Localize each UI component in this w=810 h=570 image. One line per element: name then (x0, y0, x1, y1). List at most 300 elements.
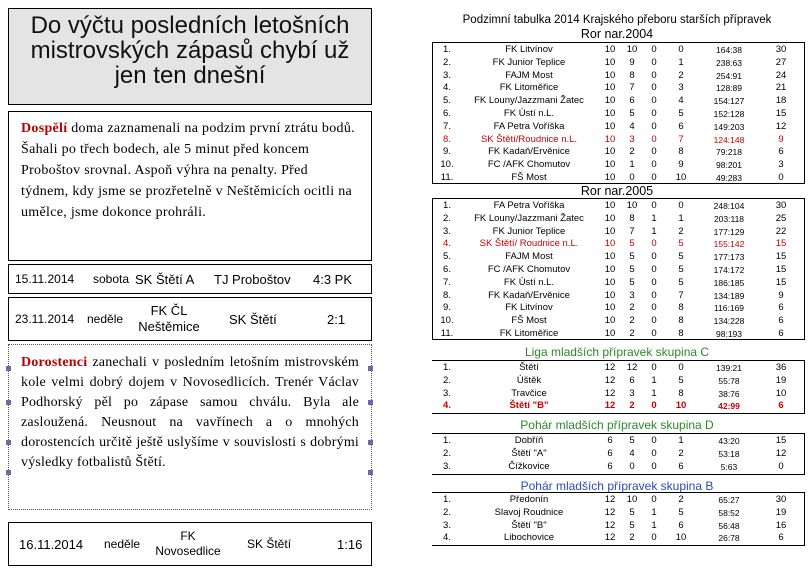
table-cell: FK Junior Teplice (492, 225, 566, 237)
table-cell: 65:27 (718, 495, 740, 505)
table-cell: 4. (443, 82, 451, 94)
table-cell: 10 (604, 315, 616, 327)
table-cell: 10 (604, 120, 616, 132)
table-cell: 4. (443, 238, 451, 250)
table-cell: FC /AFK Chomutov (487, 159, 571, 171)
table-cell: 12 (604, 374, 616, 386)
table-cell: 53:18 (718, 448, 740, 459)
headline-line: mistrovských zápasů chybí už (30, 37, 350, 64)
table-cell: 3. (443, 519, 451, 531)
table-cell: 12 (604, 519, 616, 531)
table-cell: 8 (678, 315, 684, 327)
table-cell: 5 (678, 107, 684, 119)
table-cell: 5 (629, 107, 635, 119)
table-cell: 4 (678, 95, 684, 107)
table-cell: 6 (778, 146, 784, 158)
table-cell: 7 (629, 225, 635, 237)
table-row (436, 226, 802, 239)
table-row (436, 134, 802, 147)
table-cell: 186:185 (713, 277, 745, 288)
table-cell: 6 (678, 120, 684, 132)
table-cell: 2. (443, 506, 451, 518)
article-youth (8, 344, 372, 510)
table-cell: 0 (651, 200, 657, 211)
table-cell: Předonín (509, 494, 549, 505)
table-cell: Travčice (511, 387, 547, 399)
table-cell: 5 (629, 506, 635, 518)
table-cell: 0 (651, 460, 657, 472)
table-cell: Čížkovice (508, 460, 550, 472)
table-cell: 0 (651, 133, 657, 145)
table-cell: Štětí "B" (511, 519, 547, 531)
table-cell: 3 (629, 289, 635, 301)
table-cell: 5 (678, 374, 684, 386)
table-cell: FA Petra Voříška (493, 120, 565, 132)
table-cell: 5. (443, 251, 451, 263)
table-cell: 0 (651, 251, 657, 263)
table-cell: 6 (778, 315, 784, 327)
table-cell: 0 (629, 171, 635, 183)
table-cell: 10. (440, 315, 454, 327)
table-cell: 2 (678, 225, 684, 237)
table-cell: 0 (651, 69, 657, 81)
table-cell: Dobříň (514, 435, 544, 446)
table-cell: 8. (443, 133, 451, 145)
table-cell: 10 (604, 95, 616, 107)
table-cell: 7. (443, 120, 451, 132)
table-cell: 0 (651, 276, 657, 288)
table-cell: 30 (775, 200, 787, 211)
table-cell: 2 (678, 447, 684, 459)
table-cell: 10 (675, 171, 687, 183)
table-cell: 238:63 (716, 57, 742, 68)
table-row (436, 264, 802, 277)
table-cell: 1 (678, 56, 684, 68)
table-cell: 5 (629, 238, 635, 250)
table-cell: 10 (604, 146, 616, 158)
table-cell: FA Petra Voříška (493, 200, 565, 211)
table-cell: Slavoj Roudnice (494, 506, 564, 518)
table-cell: 5. (443, 95, 451, 107)
table-cell: 11. (440, 171, 454, 183)
table-cell: 5:63 (720, 461, 738, 472)
away-team: SK Štětí (247, 537, 292, 551)
table-cell: FK Louny/Jazzmani Žatec (474, 212, 584, 224)
headline-line: jen ten dnešní (114, 62, 266, 89)
table-cell: 12 (775, 447, 787, 459)
table-row (436, 172, 802, 185)
table-cell: 10 (604, 238, 616, 250)
table-cell: Štětí "B" (509, 400, 549, 412)
table-cell: 2. (443, 56, 451, 68)
table-row (436, 121, 802, 134)
match-date: 15.11.2014 (15, 272, 75, 286)
table-cell: 42:99 (718, 401, 740, 412)
table-cell: 12 (604, 400, 616, 412)
table-cell: 9 (778, 289, 784, 301)
table-cell: 1 (629, 159, 635, 171)
table-cell: 174:172 (713, 264, 745, 275)
standings-table (436, 362, 802, 413)
table-cell: 2 (629, 315, 635, 327)
table-cell: 128:89 (716, 83, 742, 94)
table-cell: 5 (629, 276, 635, 288)
table-cell: 10 (604, 327, 616, 339)
table-cell: 0 (651, 315, 657, 327)
table-cell: 10 (604, 56, 616, 68)
table-cell: FAJM Most (505, 251, 553, 263)
article-text: zanechali v posledním letošním mistrovském kole velmi dobrý dojem v Novosedlicích. Trenér Václav Podhorský pěl po zápase samou chválu. Byla ale zasloužená. Neusnout na vavřínech a o mnohých dorostencích určitě ještě uslyšíme v souvislosti s dobrými výsledky fotbalistů Štětí. (21, 355, 359, 470)
table-cell: 3 (678, 82, 684, 94)
table-cell: 10 (604, 44, 616, 55)
table-cell: 1 (651, 387, 657, 399)
table-cell: 10 (604, 263, 616, 275)
table-cell: 8 (678, 327, 684, 339)
table-cell: 0 (651, 494, 657, 505)
table-cell: 2 (629, 302, 635, 314)
match-result-3 (8, 522, 372, 566)
table-row (436, 400, 802, 413)
table-cell: 0 (651, 95, 657, 107)
table-cell: 0 (651, 238, 657, 250)
table-cell: 12 (604, 362, 616, 373)
table-cell: FŠ Most (511, 315, 547, 327)
table-cell: 5 (678, 238, 684, 250)
table-cell: 12 (775, 120, 787, 132)
match-date: 23.11.2014 (15, 312, 75, 326)
table-cell: 24 (775, 69, 787, 81)
table-cell: FK Litvínov (505, 302, 553, 314)
table-cell: FK Litoměřice (499, 327, 559, 339)
table-cell: 2. (443, 212, 451, 224)
table-cell: 0 (651, 171, 657, 183)
table-cell: 9. (443, 146, 451, 158)
standings-table (436, 200, 802, 341)
table-cell: 79:218 (716, 147, 742, 158)
table-cell: 5 (629, 435, 635, 446)
table-cell: 7 (629, 82, 635, 94)
table-cell: 10. (440, 159, 454, 171)
decor-square (6, 400, 11, 405)
table-cell: FK Kadaň/Ervěnice (488, 289, 570, 301)
table-cell: 12 (604, 532, 616, 544)
table-cell: 5 (678, 251, 684, 263)
table-row (436, 146, 802, 159)
table-cell: FK Louny/Jazzmani Žatec (474, 95, 584, 107)
table-cell: 98:201 (716, 160, 742, 171)
table-cell: 1 (651, 212, 657, 224)
table-cell: 203:118 (713, 213, 745, 224)
match-result-1 (8, 264, 372, 294)
table-cell: 12 (626, 362, 638, 373)
table-cell: 98:193 (716, 328, 742, 339)
table-cell: 0 (778, 171, 784, 183)
table-cell: 11. (440, 327, 454, 339)
table-cell: 0 (629, 460, 635, 472)
table-cell: FC /AFK Chomutov (487, 263, 571, 275)
table-cell: 7 (678, 289, 684, 301)
table-cell: 254:91 (716, 70, 742, 81)
table-cell: Štětí "A" (511, 447, 547, 459)
section-title: Ror nar.2005 (580, 184, 654, 198)
table-cell: 19 (775, 374, 787, 386)
table-cell: 2. (443, 447, 451, 459)
table-row (436, 388, 802, 401)
table-cell: 9 (678, 159, 684, 171)
table-cell: 1 (678, 212, 684, 224)
table-cell: 5 (678, 506, 684, 518)
table-cell: 0 (651, 447, 657, 459)
table-cell: 9 (778, 133, 784, 145)
table-cell: 30 (775, 44, 787, 55)
table-cell: 2 (678, 69, 684, 81)
table-cell: 0 (678, 200, 684, 211)
table-cell: 15 (775, 435, 787, 446)
table-cell: 6 (778, 327, 784, 339)
table-cell: 149:203 (713, 121, 745, 132)
table-row (436, 108, 802, 121)
table-cell: 1. (443, 494, 451, 505)
section-title: Pohár mladších přípravek skupina B (520, 479, 714, 493)
table-row (436, 461, 802, 474)
table-cell: 0 (651, 56, 657, 68)
table-cell: FK Ústí n.L. (503, 276, 555, 288)
table-cell: 134:189 (713, 290, 745, 301)
table-cell: 8 (678, 146, 684, 158)
table-row (436, 213, 802, 226)
table-cell: 1 (651, 374, 657, 386)
table-cell: 16 (775, 519, 787, 531)
table-cell: 2 (629, 400, 635, 412)
table-cell: 8 (678, 387, 684, 399)
table-cell: 22 (775, 225, 787, 237)
table-cell: 58:52 (718, 507, 740, 518)
table-cell: FAJM Most (505, 69, 553, 81)
table-cell: 38:76 (718, 388, 740, 399)
table-cell: 10 (604, 159, 616, 171)
table-cell: 10 (675, 532, 687, 544)
table-cell: 1. (443, 362, 451, 373)
table-cell: 8. (443, 289, 451, 301)
match-day: sobota (93, 272, 130, 286)
table-cell: 9 (629, 56, 635, 68)
table-row (436, 44, 802, 57)
standings-table (436, 494, 802, 545)
table-cell: 7 (678, 133, 684, 145)
home-team: FK ČL Neštěmice (138, 303, 200, 334)
table-cell: 116:169 (713, 303, 745, 314)
article-highlight: Dospělí (21, 121, 68, 136)
match-result-2 (8, 297, 372, 341)
table-cell: FK Junior Teplice (492, 56, 566, 68)
table-cell: 3. (443, 460, 451, 472)
table-cell: 6. (443, 107, 451, 119)
table-cell: 15 (775, 238, 787, 250)
article-highlight: Dorostenci (21, 355, 88, 370)
table-cell: FK Kadaň/Ervěnice (488, 146, 570, 158)
table-cell: 0 (651, 435, 657, 446)
table-row (436, 251, 802, 264)
table-cell: 1. (443, 435, 451, 446)
match-day: neděle (87, 312, 124, 326)
table-cell: 2 (629, 327, 635, 339)
table-cell: 25 (775, 212, 787, 224)
match-score: 4:3 PK (313, 271, 353, 287)
table-cell: 6 (629, 374, 635, 386)
table-cell: 10 (675, 400, 687, 412)
table-row (436, 435, 802, 448)
table-cell: 5 (678, 276, 684, 288)
decor-square (368, 400, 373, 405)
table-cell: 56:48 (718, 520, 740, 531)
table-cell: 0 (778, 460, 784, 472)
table-cell: 0 (651, 146, 657, 158)
table-row (436, 70, 802, 83)
table-cell: 0 (651, 289, 657, 301)
table-cell: 3 (629, 133, 635, 145)
table-cell: 6 (678, 519, 684, 531)
table-cell: 21 (775, 82, 787, 94)
table-cell: 10 (604, 212, 616, 224)
table-cell: 10 (626, 494, 638, 505)
table-row (436, 302, 802, 315)
table-cell: 0 (651, 263, 657, 275)
match-score: 1:16 (337, 536, 363, 552)
table-cell: 177:129 (713, 226, 745, 237)
table-cell: 30 (775, 494, 787, 505)
table-cell: 0 (651, 400, 657, 412)
table-cell: 15 (775, 276, 787, 288)
table-cell: 0 (651, 302, 657, 314)
decor-square (368, 470, 373, 475)
table-row (436, 82, 802, 95)
table-cell: 4 (629, 120, 635, 132)
table-cell: 3. (443, 225, 451, 237)
table-cell: 10 (604, 171, 616, 183)
table-cell: 6. (443, 263, 451, 275)
table-row (436, 277, 802, 290)
table-cell: 5 (678, 263, 684, 275)
table-row (436, 57, 802, 70)
match-score: 2:1 (327, 311, 346, 327)
table-cell: 0 (651, 44, 657, 55)
table-cell: 6 (607, 447, 613, 459)
section-title: Ror nar.2004 (580, 27, 654, 41)
table-cell: 0 (651, 362, 657, 373)
standings-table (436, 44, 802, 185)
table-cell: 1 (651, 519, 657, 531)
decor-square (6, 366, 11, 371)
table-cell: SK Štětí/ Roudnice n.L. (479, 238, 579, 250)
table-cell: 18 (775, 95, 787, 107)
table-cell: FK Ústí n.L. (503, 107, 555, 119)
table-cell: 155:142 (713, 239, 745, 250)
table-row (436, 448, 802, 461)
table-row (436, 494, 802, 507)
table-cell: 8 (629, 212, 635, 224)
table-cell: 10 (604, 251, 616, 263)
decor-square (6, 470, 11, 475)
decor-square (6, 440, 11, 445)
table-cell: 6 (629, 95, 635, 107)
away-team: TJ Proboštov (214, 271, 291, 287)
table-row (436, 532, 802, 545)
table-row (436, 315, 802, 328)
table-cell: 12 (604, 494, 616, 505)
table-cell: 8 (678, 302, 684, 314)
table-cell: 4. (443, 400, 451, 412)
table-row (436, 95, 802, 108)
home-team: SK Štětí A (135, 271, 195, 287)
table-row (436, 328, 802, 341)
table-cell: 154:127 (713, 96, 745, 107)
table-cell: 0 (651, 120, 657, 132)
table-cell: SK Štětí/Roudnice n.L. (480, 133, 578, 145)
table-cell: 1. (443, 200, 451, 211)
home-team: FK Novosedlice (155, 529, 221, 558)
table-cell: 164:38 (716, 45, 742, 55)
table-cell: 36 (775, 362, 787, 373)
section-title: Pohár mladších přípravek skupina D (520, 418, 714, 432)
table-cell: 124:148 (713, 134, 745, 145)
table-row (436, 362, 802, 375)
table-cell: 3 (778, 159, 784, 171)
table-cell: 12 (604, 506, 616, 518)
table-cell: 10 (775, 387, 787, 399)
decor-square (368, 366, 373, 371)
table-row (436, 507, 802, 520)
table-cell: 3. (443, 69, 451, 81)
table-cell: 6 (607, 460, 613, 472)
table-cell: 3. (443, 387, 451, 399)
table-cell: 26:78 (718, 533, 740, 544)
table-cell: 2 (629, 146, 635, 158)
away-team: SK Štětí (229, 311, 277, 327)
table-cell: 10 (626, 200, 638, 211)
table-cell: FŠ Most (511, 171, 547, 183)
table-cell: 3 (629, 387, 635, 399)
table-cell: 2. (443, 374, 451, 386)
table-cell: 2 (678, 494, 684, 505)
table-cell: 9. (443, 302, 451, 314)
table-cell: 6 (607, 435, 613, 446)
table-cell: 1 (651, 506, 657, 518)
table-cell: 19 (775, 506, 787, 518)
table-cell: 5 (629, 251, 635, 263)
table-cell: 1 (678, 435, 684, 446)
table-cell: 15 (775, 107, 787, 119)
table-cell: 0 (651, 159, 657, 171)
table-cell: Libochovice (503, 532, 555, 544)
table-cell: 0 (651, 532, 657, 544)
match-date: 16.11.2014 (19, 536, 84, 552)
table-row (436, 238, 802, 251)
table-cell: FK Litvínov (505, 44, 553, 55)
table-cell: 10 (604, 107, 616, 119)
table-cell: 6 (778, 400, 784, 412)
table-cell: 10 (604, 82, 616, 94)
section-title: Liga mladších přípravek skupina C (524, 345, 710, 359)
table-cell: 43:20 (718, 436, 740, 446)
article-text: doma zaznamenali na podzim první ztrátu bodů. Šahali po třech bodech, ale 5 minut před koncem Proboštov srovnal. Aspoň výhra na penalty. Před týdnem, kdy jsme se prozřetelně v Neštěmicích ocitli na umělce, jsme dokonce prohráli. (21, 121, 355, 220)
table-cell: 10 (604, 69, 616, 81)
table-cell: Štětí (519, 362, 539, 373)
table-cell: 0 (651, 327, 657, 339)
table-cell: 8 (629, 69, 635, 81)
standings-title: Podzimní tabulka 2014 Krajského přeboru starších přípravek (462, 14, 772, 26)
table-cell: 1 (651, 225, 657, 237)
table-cell: 5 (629, 263, 635, 275)
